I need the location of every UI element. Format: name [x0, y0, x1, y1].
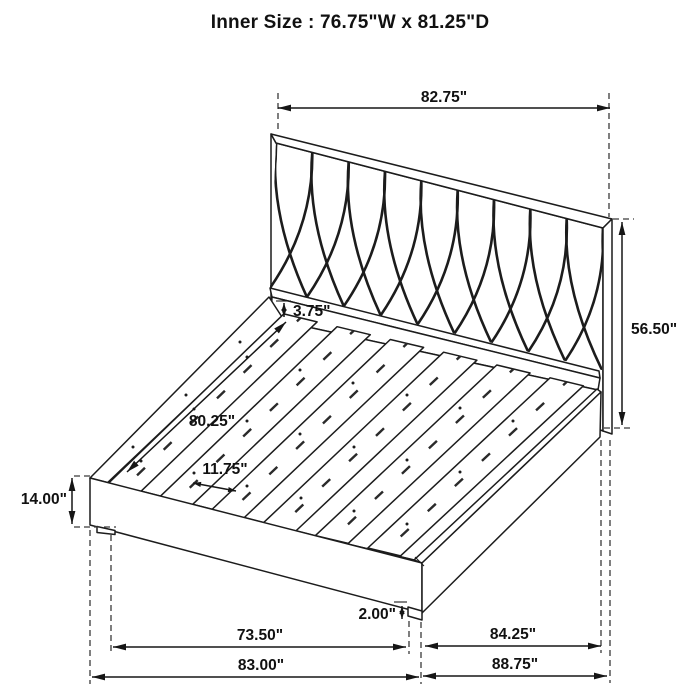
- headboard-right-edge: [603, 219, 612, 434]
- dim-frame-height: [21, 478, 72, 524]
- dim-headboard-height: [622, 222, 677, 425]
- dim-headboard-width: [278, 89, 610, 108]
- dim-label-leg-height: 2.00": [358, 606, 396, 623]
- dim-side-inner-depth: [425, 626, 601, 646]
- dim-label-side-inner-depth: 84.25": [489, 626, 537, 643]
- dim-label-slat-length: 80.25": [188, 413, 236, 430]
- page-title: Inner Size : 76.75"W x 81.25"D: [210, 12, 490, 33]
- dim-front-overall-width: [92, 657, 419, 677]
- dim-label-headboard-height: 56.50": [631, 321, 678, 338]
- dim-front-inner-width: [113, 627, 406, 647]
- dim-label-front-inner-width: 73.50": [236, 627, 284, 644]
- dim-side-overall-depth: [423, 656, 607, 676]
- dim-label-side-overall-depth: 88.75": [491, 656, 539, 673]
- dim-label-slat-spacing: 11.75": [202, 461, 248, 478]
- dim-leg-height: [358, 606, 402, 623]
- dim-label-headboard-width: 82.75": [420, 89, 468, 106]
- dim-label-deck-rail-height: 3.75": [293, 303, 331, 320]
- dim-label-front-overall-width: 83.00": [237, 657, 285, 674]
- dim-label-frame-height: 14.00": [20, 491, 67, 508]
